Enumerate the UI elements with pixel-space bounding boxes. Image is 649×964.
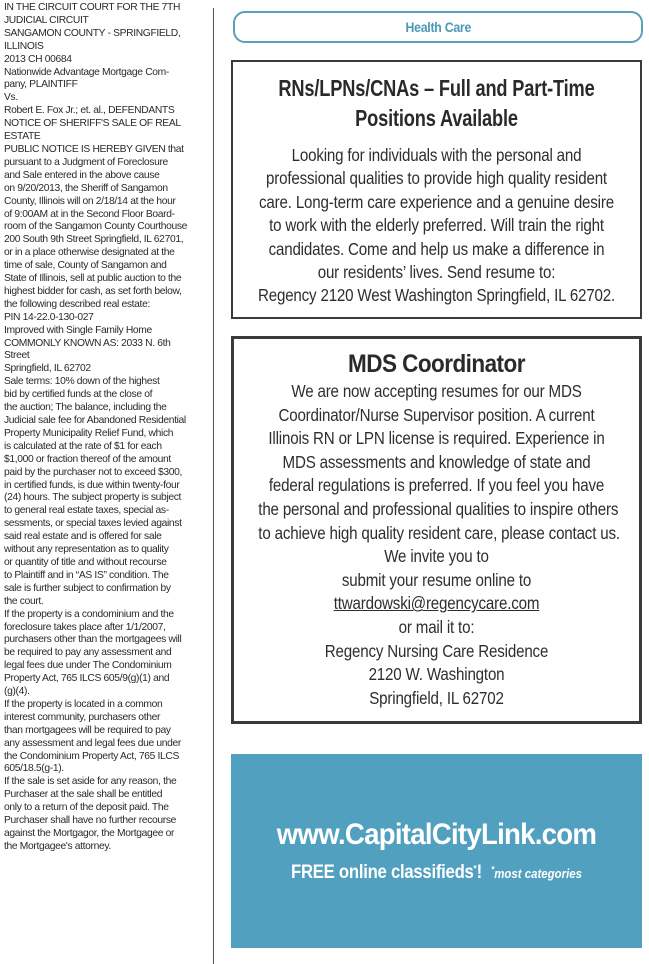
legal-notice-line: interest community, purchasers other <box>4 711 161 723</box>
legal-notice-line: If the property is located in a common <box>4 698 163 710</box>
legal-notice-line: If the sale is set aside for any reason, the <box>4 776 177 788</box>
legal-notice-line: ESTATE <box>4 131 41 143</box>
legal-notice-line: State of Illinois, sell at public auction to the <box>4 273 182 285</box>
legal-notice-line: Improved with Single Family Home <box>4 324 152 336</box>
legal-notice-line: Street <box>4 350 30 362</box>
ad-title: MDS Coordinator <box>348 350 525 378</box>
legal-notice-line: Purchaser shall have no further recourse <box>4 815 177 827</box>
legal-notice-line: and Sale entered in the above cause <box>4 169 160 181</box>
section-title: Health Care <box>405 19 471 35</box>
legal-notice-line: JUDICIAL CIRCUIT <box>4 14 89 26</box>
ad-body-line: We invite you to <box>384 546 489 567</box>
legal-notice-line: County, Illinois will on 2/18/14 at the hour <box>4 195 176 207</box>
legal-notice-line: Purchaser at the sale shall be entitled <box>4 789 163 801</box>
legal-notice-line: PUBLIC NOTICE IS HEREBY GIVEN that <box>4 143 184 155</box>
legal-notice-line: on 9/20/2013, the Sheriff of Sangamon <box>4 182 168 194</box>
ad-body-line: professional qualities to provide high quality resident <box>266 168 607 189</box>
tagline-text: FREE online classifieds <box>290 862 474 883</box>
tagline-end: ! <box>476 862 482 883</box>
legal-notice-line: the court. <box>4 595 44 607</box>
legal-notice-line: be required to pay any assessment and <box>4 647 172 659</box>
legal-notice-line: Springfield, IL 62702 <box>4 363 91 375</box>
legal-notice-line: bid by certified funds at the close of <box>4 389 153 401</box>
promo-banner[interactable] <box>231 754 642 948</box>
legal-notice-line: If the property is a condominium and the <box>4 608 174 620</box>
section-header <box>233 11 643 43</box>
legal-notice-line: or quantity of title and without recourse <box>4 556 167 568</box>
job-ad-mds-coordinator <box>231 336 642 724</box>
job-ad-rn-lpn-cna <box>231 60 642 319</box>
legal-notice-line: $1,000 or fraction thereof of the amount <box>4 453 171 465</box>
ad-title-line: RNs/LPNs/CNAs – Full and Part-Time <box>278 75 595 101</box>
ad-body-line: submit your resume online to <box>341 569 532 590</box>
column-divider <box>213 8 214 964</box>
ad-body-line: We are now accepting resumes for our MDS <box>291 381 582 401</box>
ad-body-line: to work with the elderly preferred. Will train the right <box>269 215 604 236</box>
legal-notice-line: the Mortgagee's attorney. <box>4 840 111 852</box>
ad-body-line: or mail it to: <box>398 616 475 637</box>
legal-notice-line: the Condominium Property Act, 765 ILCS <box>4 750 180 762</box>
ad-body-line: Looking for individuals with the personal and <box>291 145 582 165</box>
legal-notice-line: 200 South 9th Street Springfield, IL 62701, <box>4 234 184 246</box>
ad-title <box>253 62 619 133</box>
legal-notice-line: the following described real estate: <box>4 298 150 310</box>
ad-body-line: federal regulations is preferred. If you feel you have <box>268 475 605 496</box>
ad-body-line: Springfield, IL 62702 <box>369 687 504 708</box>
legal-notice-line: IN THE CIRCUIT COURT FOR THE 7TH <box>4 2 181 13</box>
legal-notice-line: pursuant to a Judgment of Foreclosure <box>4 156 168 168</box>
legal-notice-line: any assessment and legal fees due under <box>4 737 181 749</box>
footnote-marker: * <box>491 864 495 875</box>
footnote-text: most categories <box>494 866 582 881</box>
legal-notice-line: Property Act, 765 ILCS 605/9(g)(1) and <box>4 673 170 685</box>
legal-notice-line: time of sale, County of Sangamon and <box>4 260 167 272</box>
legal-notice-line: without any representation as to quality <box>4 544 169 556</box>
legal-notice-line: highest bidder for cash, as set forth below, <box>4 285 182 297</box>
legal-notice-line: Nationwide Advantage Mortgage Com- <box>4 66 169 78</box>
legal-notice-line: or in a place otherwise designated at the <box>4 247 175 259</box>
legal-notice-line: Property Municipality Relief Fund, which <box>4 427 174 439</box>
legal-notice-line: to Plaintiff and in “AS IS” condition. The <box>4 569 169 581</box>
legal-notice-line: 605/18.5(g-1). <box>4 763 64 775</box>
ad-body-line: Regency 2120 West Washington Springfield, IL 62702. <box>257 285 616 306</box>
ad-body-line: candidates. Come and help us make a difference in <box>268 238 605 259</box>
legal-notice-line: against the Mortgagor, the Mortgagee or <box>4 828 175 839</box>
legal-notice-line: (g)(4). <box>4 686 30 698</box>
legal-notice-line: than mortgagees will be required to pay <box>4 724 171 736</box>
email-link[interactable]: ttwardowski@regencycare.com <box>333 593 540 614</box>
legal-notice-line: COMMONLY KNOWN AS: 2033 N. 6th <box>4 337 171 349</box>
legal-notice-line: sale is further subject to confirmation by <box>4 582 171 594</box>
banner-tagline <box>256 862 618 884</box>
ad-body-line: Coordinator/Nurse Supervisor position. A current <box>278 404 595 425</box>
legal-notice <box>4 2 208 854</box>
legal-notice-line: SANGAMON COUNTY - SPRINGFIELD, <box>4 27 181 39</box>
legal-notice-line: legal fees due under The Condominium <box>4 660 172 672</box>
ad-body-line: to achieve high quality resident care, please contact us. <box>258 522 620 543</box>
ad-body-line: care. Long-term care experience and a genuine desire <box>259 191 614 212</box>
ad-body-line: the personal and professional qualities to inspire others <box>258 498 619 519</box>
ad-body <box>233 144 640 308</box>
legal-notice-line: room of the Sangamon County Courthouse <box>4 221 188 233</box>
legal-notice-line: the auction; The balance, including the <box>4 402 167 414</box>
legal-notice-line: Sale terms: 10% down of the highest <box>4 376 160 388</box>
legal-notice-line: (24) hours. The subject property is subject <box>4 492 182 504</box>
ad-body-line: Regency Nursing Care Residence <box>324 640 549 661</box>
legal-notice-line: is calculated at the rate of $1 for each <box>4 440 162 452</box>
ad-title-line: Positions Available <box>355 105 518 131</box>
legal-notice-line: paid by the purchaser not to exceed $300, <box>4 466 182 478</box>
ad-body-line: 2120 W. Washington <box>368 664 505 685</box>
legal-notice-line: Robert E. Fox Jr.; et. al., DEFENDANTS <box>4 105 175 117</box>
legal-notice-line: said real estate and is offered for sale <box>4 531 162 543</box>
legal-notice-line: purchasers other than the mortgagees will <box>4 634 182 646</box>
tagline-marker: * <box>473 863 477 874</box>
banner-url-link[interactable]: www.CapitalCityLink.com <box>276 818 597 851</box>
legal-notice-line: to general real estate taxes, special as- <box>4 505 169 517</box>
legal-notice-line: Vs. <box>4 92 18 104</box>
ad-body-line: Illinois RN or LPN license is required. Experience in <box>268 428 605 449</box>
legal-notice-line: pany, PLAINTIFF <box>4 79 78 91</box>
legal-notice-line: NOTICE OF SHERIFF'S SALE OF REAL <box>4 118 181 130</box>
ad-body-line: MDS assessments and knowledge of state and <box>282 451 591 472</box>
legal-notice-line: of 9:00AM at in the Second Floor Board- <box>4 208 175 220</box>
legal-notice-line: in certified funds, is due within twenty-four <box>4 479 180 491</box>
legal-notice-line: PIN 14-22.0-130-027 <box>4 311 94 323</box>
legal-notice-line: only to a return of the deposit paid. The <box>4 802 169 814</box>
legal-notice-line: ILLINOIS <box>4 40 44 52</box>
footnote <box>491 866 582 881</box>
ad-body-line: our residents’ lives. Send resume to: <box>317 262 556 283</box>
ad-body <box>234 380 639 710</box>
legal-notice-line: 2013 CH 00684 <box>4 53 72 65</box>
legal-notice-line: foreclosure takes place after 1/1/2007, <box>4 621 166 633</box>
legal-notice-line: sessments, or special taxes levied against <box>4 518 182 530</box>
legal-notice-line: Judicial sale fee for Abandoned Residential <box>4 415 186 426</box>
